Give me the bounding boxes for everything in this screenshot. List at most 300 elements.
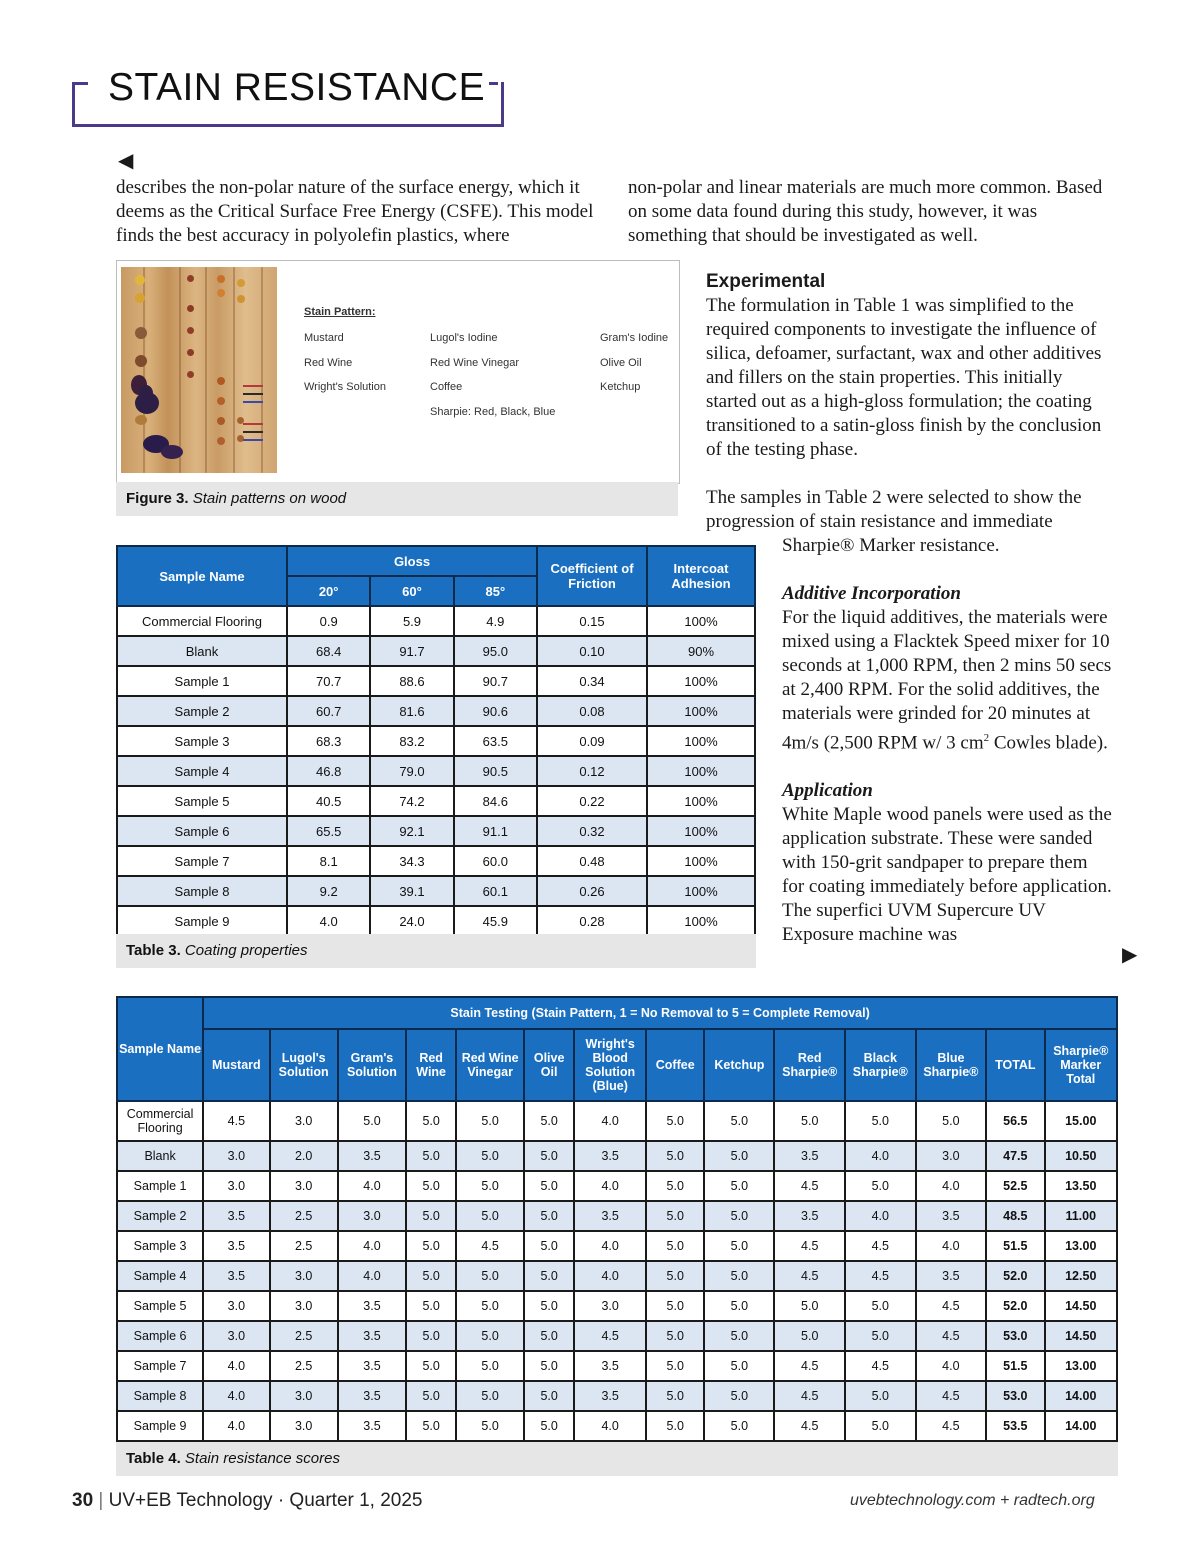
data-cell: 3.5 bbox=[574, 1381, 646, 1411]
data-cell: 4.5 bbox=[916, 1381, 987, 1411]
data-cell: 4.0 bbox=[574, 1101, 646, 1141]
row-label-cell: Sample 8 bbox=[117, 1381, 203, 1411]
data-cell: 90% bbox=[647, 636, 755, 666]
row-label-cell: Sample 6 bbox=[117, 816, 287, 846]
data-cell: 45.9 bbox=[454, 906, 537, 936]
col-header: Red Wine bbox=[406, 1029, 456, 1101]
row-label-cell: Blank bbox=[117, 636, 287, 666]
col-header-sample: Sample Name bbox=[117, 546, 287, 606]
col-header: Ketchup bbox=[704, 1029, 774, 1101]
data-cell: 100% bbox=[647, 816, 755, 846]
data-cell: 100% bbox=[647, 756, 755, 786]
data-cell: 5.0 bbox=[704, 1101, 774, 1141]
data-cell: 4.0 bbox=[203, 1381, 269, 1411]
left-column-top-text: describes the non-polar nature of the surface energy, which it deems as the Critical Surface Free Energy (CSFE). This model finds the best accuracy in polyolefin plastics, where bbox=[116, 177, 594, 246]
data-cell: 40.5 bbox=[287, 786, 370, 816]
data-cell: 5.0 bbox=[845, 1381, 916, 1411]
data-cell: 65.5 bbox=[287, 816, 370, 846]
data-cell: 4.5 bbox=[774, 1351, 845, 1381]
data-cell: 88.6 bbox=[370, 666, 453, 696]
data-cell: 5.0 bbox=[406, 1141, 456, 1171]
data-cell: 60.1 bbox=[454, 876, 537, 906]
table-row bbox=[117, 786, 755, 816]
data-cell: 14.00 bbox=[1045, 1411, 1118, 1441]
data-cell: 5.0 bbox=[406, 1381, 456, 1411]
table-row bbox=[117, 1231, 1117, 1261]
data-cell: 4.5 bbox=[916, 1291, 987, 1321]
data-cell: 5.0 bbox=[646, 1321, 704, 1351]
data-cell: 14.00 bbox=[1045, 1381, 1118, 1411]
data-cell: 4.0 bbox=[338, 1171, 406, 1201]
data-cell: 3.0 bbox=[270, 1411, 338, 1441]
experimental-section bbox=[706, 270, 1116, 534]
table-row bbox=[117, 636, 755, 666]
table-row bbox=[117, 696, 755, 726]
col-header: Coffee bbox=[646, 1029, 704, 1101]
table-row bbox=[117, 846, 755, 876]
table-3-caption bbox=[116, 934, 756, 968]
data-cell: 5.0 bbox=[774, 1321, 845, 1351]
data-cell: 3.0 bbox=[338, 1201, 406, 1231]
row-label-cell: Sample 2 bbox=[117, 1201, 203, 1231]
legend-item: Mustard bbox=[304, 332, 344, 344]
publication-name: UV+EB Technology · Quarter 1, 2025 bbox=[108, 1490, 423, 1511]
narrow-column bbox=[782, 534, 1112, 947]
data-cell: 3.5 bbox=[916, 1201, 987, 1231]
data-cell: 3.0 bbox=[916, 1141, 987, 1171]
row-label-cell: Sample 5 bbox=[117, 786, 287, 816]
data-cell: 4.5 bbox=[574, 1321, 646, 1351]
data-cell: 11.00 bbox=[1045, 1201, 1118, 1231]
row-label-cell: Sample 8 bbox=[117, 876, 287, 906]
data-cell: 4.0 bbox=[203, 1411, 269, 1441]
row-label-cell: Sample 9 bbox=[117, 906, 287, 936]
data-cell: 5.0 bbox=[646, 1411, 704, 1441]
figure-3-caption bbox=[116, 482, 678, 516]
data-cell: 53.5 bbox=[986, 1411, 1044, 1441]
table-row bbox=[117, 1291, 1117, 1321]
data-cell: 100% bbox=[647, 696, 755, 726]
row-label-cell: Sample 9 bbox=[117, 1411, 203, 1441]
legend-item: Red Wine bbox=[304, 357, 353, 369]
data-cell: 2.5 bbox=[270, 1201, 338, 1231]
caption-text: Coating properties bbox=[184, 942, 308, 959]
data-cell: 13.50 bbox=[1045, 1171, 1118, 1201]
data-cell: 3.0 bbox=[203, 1171, 269, 1201]
data-cell: 10.50 bbox=[1045, 1141, 1118, 1171]
application-heading: Application bbox=[782, 780, 873, 802]
data-cell: 5.0 bbox=[456, 1291, 524, 1321]
data-cell: 5.0 bbox=[456, 1201, 524, 1231]
data-cell: 5.0 bbox=[524, 1171, 574, 1201]
data-cell: 3.0 bbox=[574, 1291, 646, 1321]
data-cell: 46.8 bbox=[287, 756, 370, 786]
row-label-cell: Sample 7 bbox=[117, 1351, 203, 1381]
row-label-cell: Blank bbox=[117, 1141, 203, 1171]
table-row bbox=[117, 1381, 1117, 1411]
legend-item: Gram's Iodine bbox=[600, 332, 669, 344]
data-cell: 81.6 bbox=[370, 696, 453, 726]
data-cell: 5.0 bbox=[406, 1351, 456, 1381]
data-cell: 5.0 bbox=[524, 1101, 574, 1141]
data-cell: 4.5 bbox=[774, 1411, 845, 1441]
data-cell: 0.15 bbox=[537, 606, 647, 636]
table-row bbox=[117, 1101, 1117, 1141]
data-cell: 3.0 bbox=[270, 1101, 338, 1141]
col-header-60: 60° bbox=[370, 576, 453, 606]
table-row bbox=[117, 606, 755, 636]
data-cell: 0.08 bbox=[537, 696, 647, 726]
data-cell: 4.0 bbox=[203, 1351, 269, 1381]
data-cell: 3.5 bbox=[203, 1261, 269, 1291]
data-cell: 53.0 bbox=[986, 1321, 1044, 1351]
data-cell: 2.5 bbox=[270, 1321, 338, 1351]
data-cell: 95.0 bbox=[454, 636, 537, 666]
table-row bbox=[117, 666, 755, 696]
table-row bbox=[117, 726, 755, 756]
table-row bbox=[117, 1321, 1117, 1351]
data-cell: 4.0 bbox=[845, 1141, 916, 1171]
data-cell: 5.0 bbox=[646, 1351, 704, 1381]
legend-item: Olive Oil bbox=[600, 357, 642, 369]
data-cell: 0.09 bbox=[537, 726, 647, 756]
data-cell: 5.0 bbox=[456, 1101, 524, 1141]
data-cell: 3.5 bbox=[338, 1141, 406, 1171]
figure-3-stain-patterns bbox=[116, 260, 680, 484]
data-cell: 0.9 bbox=[287, 606, 370, 636]
data-cell: 5.9 bbox=[370, 606, 453, 636]
caption-label: Table 3. bbox=[126, 942, 181, 959]
data-cell: 3.5 bbox=[774, 1141, 845, 1171]
continued-from-arrow-icon: ◀ bbox=[118, 150, 134, 172]
additive-text-a: For the liquid additives, the materials were mixed using a Flacktek Speed mixer for 10 seconds at 1,000 RPM, then 2 mins 50 secs at 2,400 RPM. For the solid additives, the materials were grinded for 20 minutes at 4m/s (2,500 RPM w/ 3 cm bbox=[782, 607, 1112, 754]
table-row bbox=[117, 1141, 1117, 1171]
data-cell: 0.28 bbox=[537, 906, 647, 936]
data-cell: 5.0 bbox=[456, 1261, 524, 1291]
data-cell: 3.5 bbox=[338, 1381, 406, 1411]
footer-websites: uvebtechnology.com + radtech.org bbox=[850, 1492, 1095, 1509]
data-cell: 4.5 bbox=[916, 1411, 987, 1441]
legend-item: Red Wine Vinegar bbox=[430, 357, 520, 369]
col-header-85: 85° bbox=[454, 576, 537, 606]
table-row bbox=[117, 1411, 1117, 1441]
data-cell: 5.0 bbox=[338, 1101, 406, 1141]
row-label-cell: Sample 6 bbox=[117, 1321, 203, 1351]
data-cell: 2.5 bbox=[270, 1351, 338, 1381]
data-cell: 60.0 bbox=[454, 846, 537, 876]
data-cell: 3.5 bbox=[338, 1411, 406, 1441]
row-label-cell: Commercial Flooring bbox=[117, 606, 287, 636]
data-cell: 5.0 bbox=[646, 1231, 704, 1261]
experimental-paragraph-2-cont: Sharpie® Marker resistance. bbox=[782, 535, 1000, 556]
wood-panel-image bbox=[121, 267, 277, 473]
data-cell: 5.0 bbox=[524, 1351, 574, 1381]
data-cell: 5.0 bbox=[456, 1411, 524, 1441]
data-cell: 5.0 bbox=[406, 1291, 456, 1321]
data-cell: 5.0 bbox=[704, 1291, 774, 1321]
data-cell: 90.5 bbox=[454, 756, 537, 786]
additive-heading: Additive Incorporation bbox=[782, 583, 961, 604]
figure-legend-title: Stain Pattern: bbox=[304, 306, 376, 318]
data-cell: 4.5 bbox=[774, 1171, 845, 1201]
data-cell: 0.10 bbox=[537, 636, 647, 666]
caption-label: Figure 3. bbox=[126, 490, 189, 507]
data-cell: 3.0 bbox=[270, 1381, 338, 1411]
legend-item: Ketchup bbox=[600, 381, 641, 393]
data-cell: 39.1 bbox=[370, 876, 453, 906]
data-cell: 92.1 bbox=[370, 816, 453, 846]
data-cell: 5.0 bbox=[646, 1201, 704, 1231]
data-cell: 100% bbox=[647, 876, 755, 906]
data-cell: 3.5 bbox=[338, 1291, 406, 1321]
data-cell: 5.0 bbox=[774, 1101, 845, 1141]
data-cell: 68.3 bbox=[287, 726, 370, 756]
col-header-adhesion: Intercoat Adhesion bbox=[647, 546, 755, 606]
data-cell: 5.0 bbox=[524, 1141, 574, 1171]
data-cell: 4.0 bbox=[574, 1171, 646, 1201]
data-cell: 4.0 bbox=[574, 1411, 646, 1441]
data-cell: 0.22 bbox=[537, 786, 647, 816]
table-row bbox=[117, 876, 755, 906]
data-cell: 12.50 bbox=[1045, 1261, 1118, 1291]
table-3-coating-properties bbox=[116, 545, 756, 937]
data-cell: 4.0 bbox=[916, 1171, 987, 1201]
legend-item: Lugol's Iodine bbox=[430, 332, 498, 344]
data-cell: 100% bbox=[647, 846, 755, 876]
additive-text-b: Cowles blade). bbox=[989, 732, 1108, 754]
data-cell: 4.0 bbox=[574, 1261, 646, 1291]
data-cell: 0.34 bbox=[537, 666, 647, 696]
data-cell: 90.6 bbox=[454, 696, 537, 726]
data-cell: 5.0 bbox=[845, 1291, 916, 1321]
data-cell: 100% bbox=[647, 726, 755, 756]
table-4-caption bbox=[116, 1442, 1118, 1476]
col-header-20: 20° bbox=[287, 576, 370, 606]
data-cell: 4.0 bbox=[338, 1261, 406, 1291]
data-cell: 3.0 bbox=[203, 1291, 269, 1321]
data-cell: 3.5 bbox=[774, 1201, 845, 1231]
data-cell: 4.0 bbox=[338, 1231, 406, 1261]
col-header: Wright's Blood Solution (Blue) bbox=[574, 1029, 646, 1101]
data-cell: 2.0 bbox=[270, 1141, 338, 1171]
row-label-cell: Sample 3 bbox=[117, 726, 287, 756]
data-cell: 5.0 bbox=[406, 1411, 456, 1441]
legend-item: Sharpie: Red, Black, Blue bbox=[430, 406, 556, 418]
data-cell: 5.0 bbox=[456, 1141, 524, 1171]
table-row bbox=[117, 1351, 1117, 1381]
data-cell: 3.5 bbox=[338, 1351, 406, 1381]
data-cell: 4.0 bbox=[845, 1201, 916, 1231]
data-cell: 4.5 bbox=[774, 1231, 845, 1261]
data-cell: 5.0 bbox=[456, 1321, 524, 1351]
row-label-cell: Sample 7 bbox=[117, 846, 287, 876]
data-cell: 91.1 bbox=[454, 816, 537, 846]
data-cell: 3.0 bbox=[270, 1261, 338, 1291]
continued-to-arrow-icon: ▶ bbox=[1122, 944, 1138, 966]
data-cell: 5.0 bbox=[704, 1231, 774, 1261]
data-cell: 5.0 bbox=[774, 1291, 845, 1321]
data-cell: 5.0 bbox=[646, 1381, 704, 1411]
data-cell: 4.5 bbox=[845, 1351, 916, 1381]
data-cell: 5.0 bbox=[704, 1141, 774, 1171]
data-cell: 2.5 bbox=[270, 1231, 338, 1261]
data-cell: 8.1 bbox=[287, 846, 370, 876]
caption-label: Table 4. bbox=[126, 1450, 181, 1467]
col-header: Sharpie® Marker Total bbox=[1045, 1029, 1118, 1101]
data-cell: 13.00 bbox=[1045, 1351, 1118, 1381]
data-cell: 51.5 bbox=[986, 1231, 1044, 1261]
data-cell: 3.5 bbox=[203, 1201, 269, 1231]
data-cell: 5.0 bbox=[704, 1171, 774, 1201]
data-cell: 0.12 bbox=[537, 756, 647, 786]
application-text: White Maple wood panels were used as the application substrate. These were sanded with 150-grit sandpaper to prepare them for coating immediately before application. The superfici UVM Supercure UV Exposure machine was bbox=[782, 804, 1112, 946]
table-row bbox=[117, 756, 755, 786]
data-cell: 5.0 bbox=[524, 1291, 574, 1321]
data-cell: 15.00 bbox=[1045, 1101, 1118, 1141]
data-cell: 84.6 bbox=[454, 786, 537, 816]
row-label-cell: Sample 4 bbox=[117, 1261, 203, 1291]
data-cell: 4.5 bbox=[774, 1381, 845, 1411]
data-cell: 5.0 bbox=[524, 1201, 574, 1231]
caption-text: Stain patterns on wood bbox=[192, 490, 347, 507]
data-cell: 4.0 bbox=[916, 1231, 987, 1261]
row-label-cell: Sample 3 bbox=[117, 1231, 203, 1261]
row-label-cell: Sample 1 bbox=[117, 666, 287, 696]
data-cell: 0.32 bbox=[537, 816, 647, 846]
data-cell: 3.5 bbox=[203, 1231, 269, 1261]
data-cell: 4.5 bbox=[774, 1261, 845, 1291]
row-label-cell: Sample 1 bbox=[117, 1171, 203, 1201]
data-cell: 100% bbox=[647, 906, 755, 936]
data-cell: 5.0 bbox=[704, 1201, 774, 1231]
data-cell: 5.0 bbox=[845, 1101, 916, 1141]
col-header: Lugol's Solution bbox=[270, 1029, 338, 1101]
data-cell: 63.5 bbox=[454, 726, 537, 756]
col-header-gloss: Gloss bbox=[287, 546, 537, 576]
data-cell: 34.3 bbox=[370, 846, 453, 876]
data-cell: 74.2 bbox=[370, 786, 453, 816]
col-header-sample: Sample Name bbox=[117, 997, 203, 1101]
data-cell: 5.0 bbox=[646, 1141, 704, 1171]
data-cell: 5.0 bbox=[524, 1261, 574, 1291]
experimental-heading: Experimental bbox=[706, 271, 826, 292]
data-cell: 83.2 bbox=[370, 726, 453, 756]
data-cell: 60.7 bbox=[287, 696, 370, 726]
col-header-stain-testing: Stain Testing (Stain Pattern, 1 = No Removal to 5 = Complete Removal) bbox=[203, 997, 1117, 1029]
data-cell: 3.5 bbox=[916, 1261, 987, 1291]
col-header: Olive Oil bbox=[524, 1029, 574, 1101]
data-cell: 5.0 bbox=[704, 1351, 774, 1381]
col-header: Blue Sharpie® bbox=[916, 1029, 987, 1101]
footer-publication bbox=[72, 1490, 423, 1512]
data-cell: 5.0 bbox=[845, 1321, 916, 1351]
data-cell: 4.0 bbox=[916, 1351, 987, 1381]
data-cell: 5.0 bbox=[406, 1261, 456, 1291]
data-cell: 3.5 bbox=[574, 1141, 646, 1171]
data-cell: 3.0 bbox=[203, 1321, 269, 1351]
col-header-cof: Coefficient of Friction bbox=[537, 546, 647, 606]
data-cell: 5.0 bbox=[524, 1411, 574, 1441]
additive-text bbox=[782, 606, 1112, 755]
data-cell: 3.0 bbox=[270, 1291, 338, 1321]
table-row bbox=[117, 1261, 1117, 1291]
legend-item: Wright's Solution bbox=[304, 381, 386, 393]
section-title: STAIN RESISTANCE bbox=[104, 66, 489, 110]
data-cell: 5.0 bbox=[704, 1411, 774, 1441]
legend-item: Coffee bbox=[430, 381, 463, 393]
data-cell: 91.7 bbox=[370, 636, 453, 666]
data-cell: 5.0 bbox=[406, 1101, 456, 1141]
experimental-paragraph-1: The formulation in Table 1 was simplified to the required components to investigate the influence of silica, defoamer, surfactant, wax and other additives and fillers on the stain properties. This initially started out as a high-gloss formulation; the coating transitioned to a satin-gloss finish by the conclusion of the testing phase. bbox=[706, 295, 1102, 460]
data-cell: 3.0 bbox=[270, 1171, 338, 1201]
data-cell: 5.0 bbox=[845, 1171, 916, 1201]
data-cell: 5.0 bbox=[646, 1261, 704, 1291]
data-cell: 4.5 bbox=[845, 1261, 916, 1291]
data-cell: 100% bbox=[647, 666, 755, 696]
data-cell: 52.0 bbox=[986, 1291, 1044, 1321]
row-label-cell: Commercial Flooring bbox=[117, 1101, 203, 1141]
table-4-stain-resistance bbox=[116, 996, 1118, 1442]
data-cell: 13.00 bbox=[1045, 1231, 1118, 1261]
data-cell: 3.5 bbox=[338, 1321, 406, 1351]
data-cell: 3.5 bbox=[574, 1201, 646, 1231]
page-number: 30 bbox=[72, 1490, 94, 1511]
col-header: Mustard bbox=[203, 1029, 269, 1101]
data-cell: 14.50 bbox=[1045, 1291, 1118, 1321]
data-cell: 51.5 bbox=[986, 1351, 1044, 1381]
data-cell: 3.0 bbox=[203, 1141, 269, 1171]
table-row bbox=[117, 816, 755, 846]
col-header: Red Sharpie® bbox=[774, 1029, 845, 1101]
data-cell: 24.0 bbox=[370, 906, 453, 936]
right-column-top-text: non-polar and linear materials are much more common. Based on some data found during this study, however, it was something that should be investigated as well. bbox=[628, 177, 1103, 246]
data-cell: 5.0 bbox=[406, 1321, 456, 1351]
col-header: TOTAL bbox=[986, 1029, 1044, 1101]
data-cell: 4.9 bbox=[454, 606, 537, 636]
data-cell: 68.4 bbox=[287, 636, 370, 666]
data-cell: 5.0 bbox=[646, 1171, 704, 1201]
data-cell: 5.0 bbox=[456, 1171, 524, 1201]
table-row bbox=[117, 1201, 1117, 1231]
data-cell: 5.0 bbox=[406, 1171, 456, 1201]
data-cell: 5.0 bbox=[916, 1101, 987, 1141]
data-cell: 48.5 bbox=[986, 1201, 1044, 1231]
experimental-paragraph-2: The samples in Table 2 were selected to show the progression of stain resistance and immediate bbox=[706, 487, 1082, 532]
caption-text: Stain resistance scores bbox=[184, 1450, 340, 1467]
data-cell: 79.0 bbox=[370, 756, 453, 786]
table-row bbox=[117, 906, 755, 936]
data-cell: 4.5 bbox=[916, 1321, 987, 1351]
data-cell: 47.5 bbox=[986, 1141, 1044, 1171]
data-cell: 5.0 bbox=[524, 1321, 574, 1351]
data-cell: 5.0 bbox=[524, 1381, 574, 1411]
data-cell: 5.0 bbox=[646, 1101, 704, 1141]
data-cell: 5.0 bbox=[406, 1201, 456, 1231]
data-cell: 52.5 bbox=[986, 1171, 1044, 1201]
data-cell: 4.5 bbox=[456, 1231, 524, 1261]
data-cell: 5.0 bbox=[704, 1381, 774, 1411]
data-cell: 56.5 bbox=[986, 1101, 1044, 1141]
row-label-cell: Sample 2 bbox=[117, 696, 287, 726]
data-cell: 14.50 bbox=[1045, 1321, 1118, 1351]
data-cell: 5.0 bbox=[456, 1351, 524, 1381]
data-cell: 3.5 bbox=[574, 1351, 646, 1381]
data-cell: 5.0 bbox=[456, 1381, 524, 1411]
data-cell: 52.0 bbox=[986, 1261, 1044, 1291]
data-cell: 5.0 bbox=[406, 1231, 456, 1261]
data-cell: 5.0 bbox=[524, 1231, 574, 1261]
col-header: Black Sharpie® bbox=[845, 1029, 916, 1101]
